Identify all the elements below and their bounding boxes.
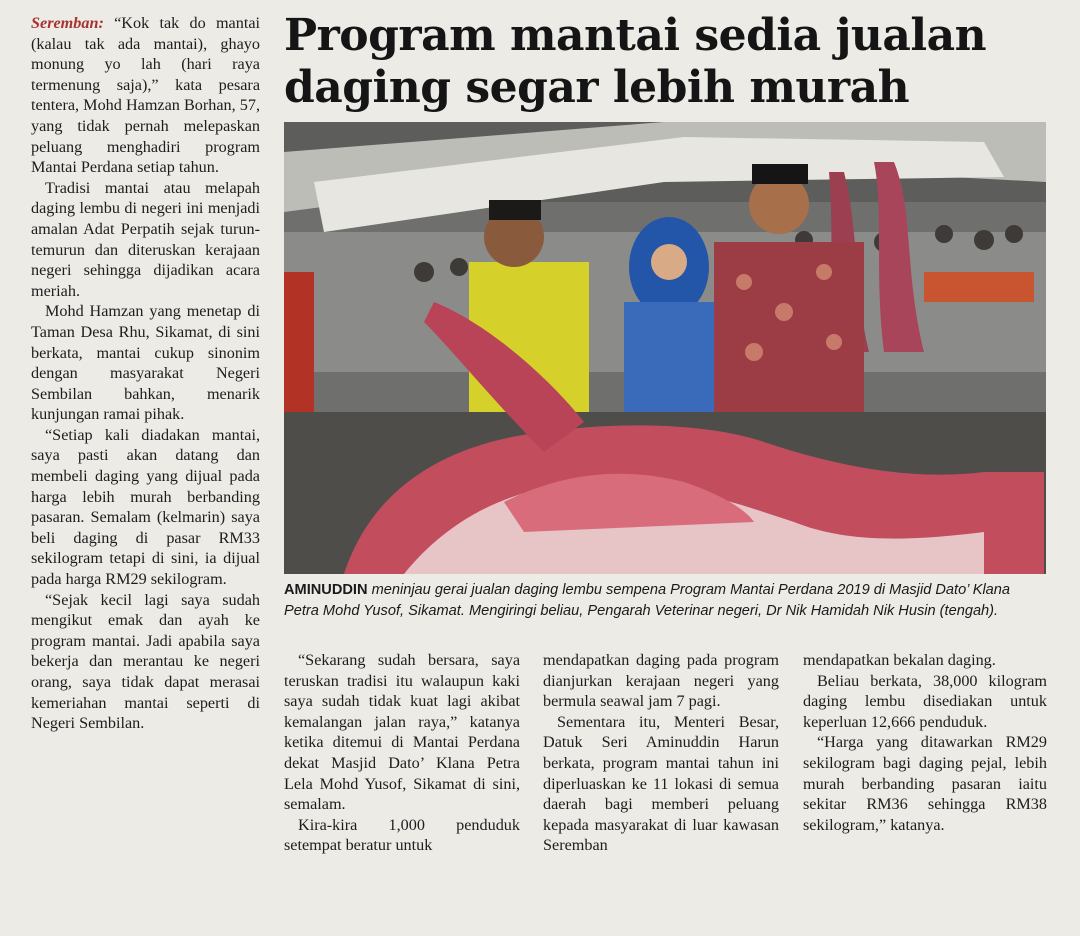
market-scene-illustration — [284, 122, 1046, 574]
paragraph: “Harga yang ditawarkan RM29 sekilogram bagi daging pejal, lebih murah berbanding pasaran iaitu sekitar RM36 sehingga RM38 sekilogram,” katanya. — [803, 733, 1047, 834]
paragraph: Kira-kira 1,000 penduduk setempat beratur untuk — [284, 815, 520, 855]
dateline: Seremban: — [31, 14, 104, 32]
article-column-3 — [543, 650, 779, 856]
article-column-2 — [284, 650, 520, 856]
paragraph: Tradisi mantai atau melapah daging lembu di negeri ini menjadi amalan Adat Perpatih sejak turun-temurun dan diteruskan kerajaan negeri sehingga dijadikan acara meriah. — [31, 178, 260, 300]
headline: Program mantai sedia jualan daging segar lebih murah — [284, 10, 987, 113]
paragraph: mendapatkan daging pada program dianjurkan kerajaan negeri yang bermula seawal jam 7 pagi. — [543, 651, 779, 711]
caption-text: meninjau gerai jualan daging lembu sempena Program Mantai Perdana 2019 di Masjid Dato’ Klana Petra Mohd Yusof, Sikamat. Mengiringi beliau, Pengarah Veterinar negeri, Dr Nik Hamidah Nik Husin (tengah). — [284, 582, 1011, 619]
paragraph: Beliau berkata, 38,000 kilogram daging lembu disediakan untuk keperluan 12,666 penduduk. — [803, 671, 1047, 731]
paragraph: Mohd Hamzan yang menetap di Taman Desa Rhu, Sikamat, di sini berkata, mantai cukup sinonim dengan masyarakat Negeri Sembilan bahkan, menarik kunjungan ramai pihak. — [31, 302, 260, 424]
paragraph: mendapatkan bekalan daging. — [803, 651, 996, 669]
paragraph: Sementara itu, Menteri Besar, Datuk Seri Aminuddin Harun berkata, program mantai tahun ini diperluaskan ke 11 lokasi di semua daerah bagi memberi peluang kepada masyarakat di luar kawasan Seremban — [543, 712, 779, 855]
article-column-4 — [803, 650, 1047, 835]
paragraph: “Setiap kali diadakan mantai, saya pasti akan datang dan membeli daging yang dijual pada harga lebih murah berbanding pasaran. Semalam (kelmarin) saya beli daging di pasar RM33 sekilogram tetapi di sini, ia dijual pada harga RM29 sekilogram. — [31, 425, 260, 589]
paragraph: Seremban: “Kok tak do mantai (kalau tak ada mantai), ghayo monung yo lah (hari raya termenung saja),” kata pesara tentera, Mohd Hamzan Borhan, 57, yang tidak pernah melepaskan peluang menghadiri program Mantai Perdana setiap tahun. — [31, 14, 261, 177]
photo-caption — [284, 580, 1044, 622]
paragraph: “Sejak kecil lagi saya sudah mengikut emak dan ayah ke program mantai. Jadi apabila saya bekerja dan merantau ke negeri orang, saya tidak dapat merasai kemeriahan mantai seperti di Negeri Sembilan. — [31, 590, 260, 733]
news-photo — [284, 122, 1046, 574]
left-article-column — [31, 13, 260, 734]
paragraph: “Sekarang sudah bersara, saya teruskan tradisi itu walaupun kaki saya sudah tidak kuat lagi akibat kemalangan jalan raya,” katanya ketika ditemui di Mantai Perdana dekat Masjid Dato’ Klana Petra Lela Mohd Yusof, Sikamat di sini, semalam. — [284, 651, 520, 814]
caption-lead: AMINUDDIN — [284, 582, 368, 598]
